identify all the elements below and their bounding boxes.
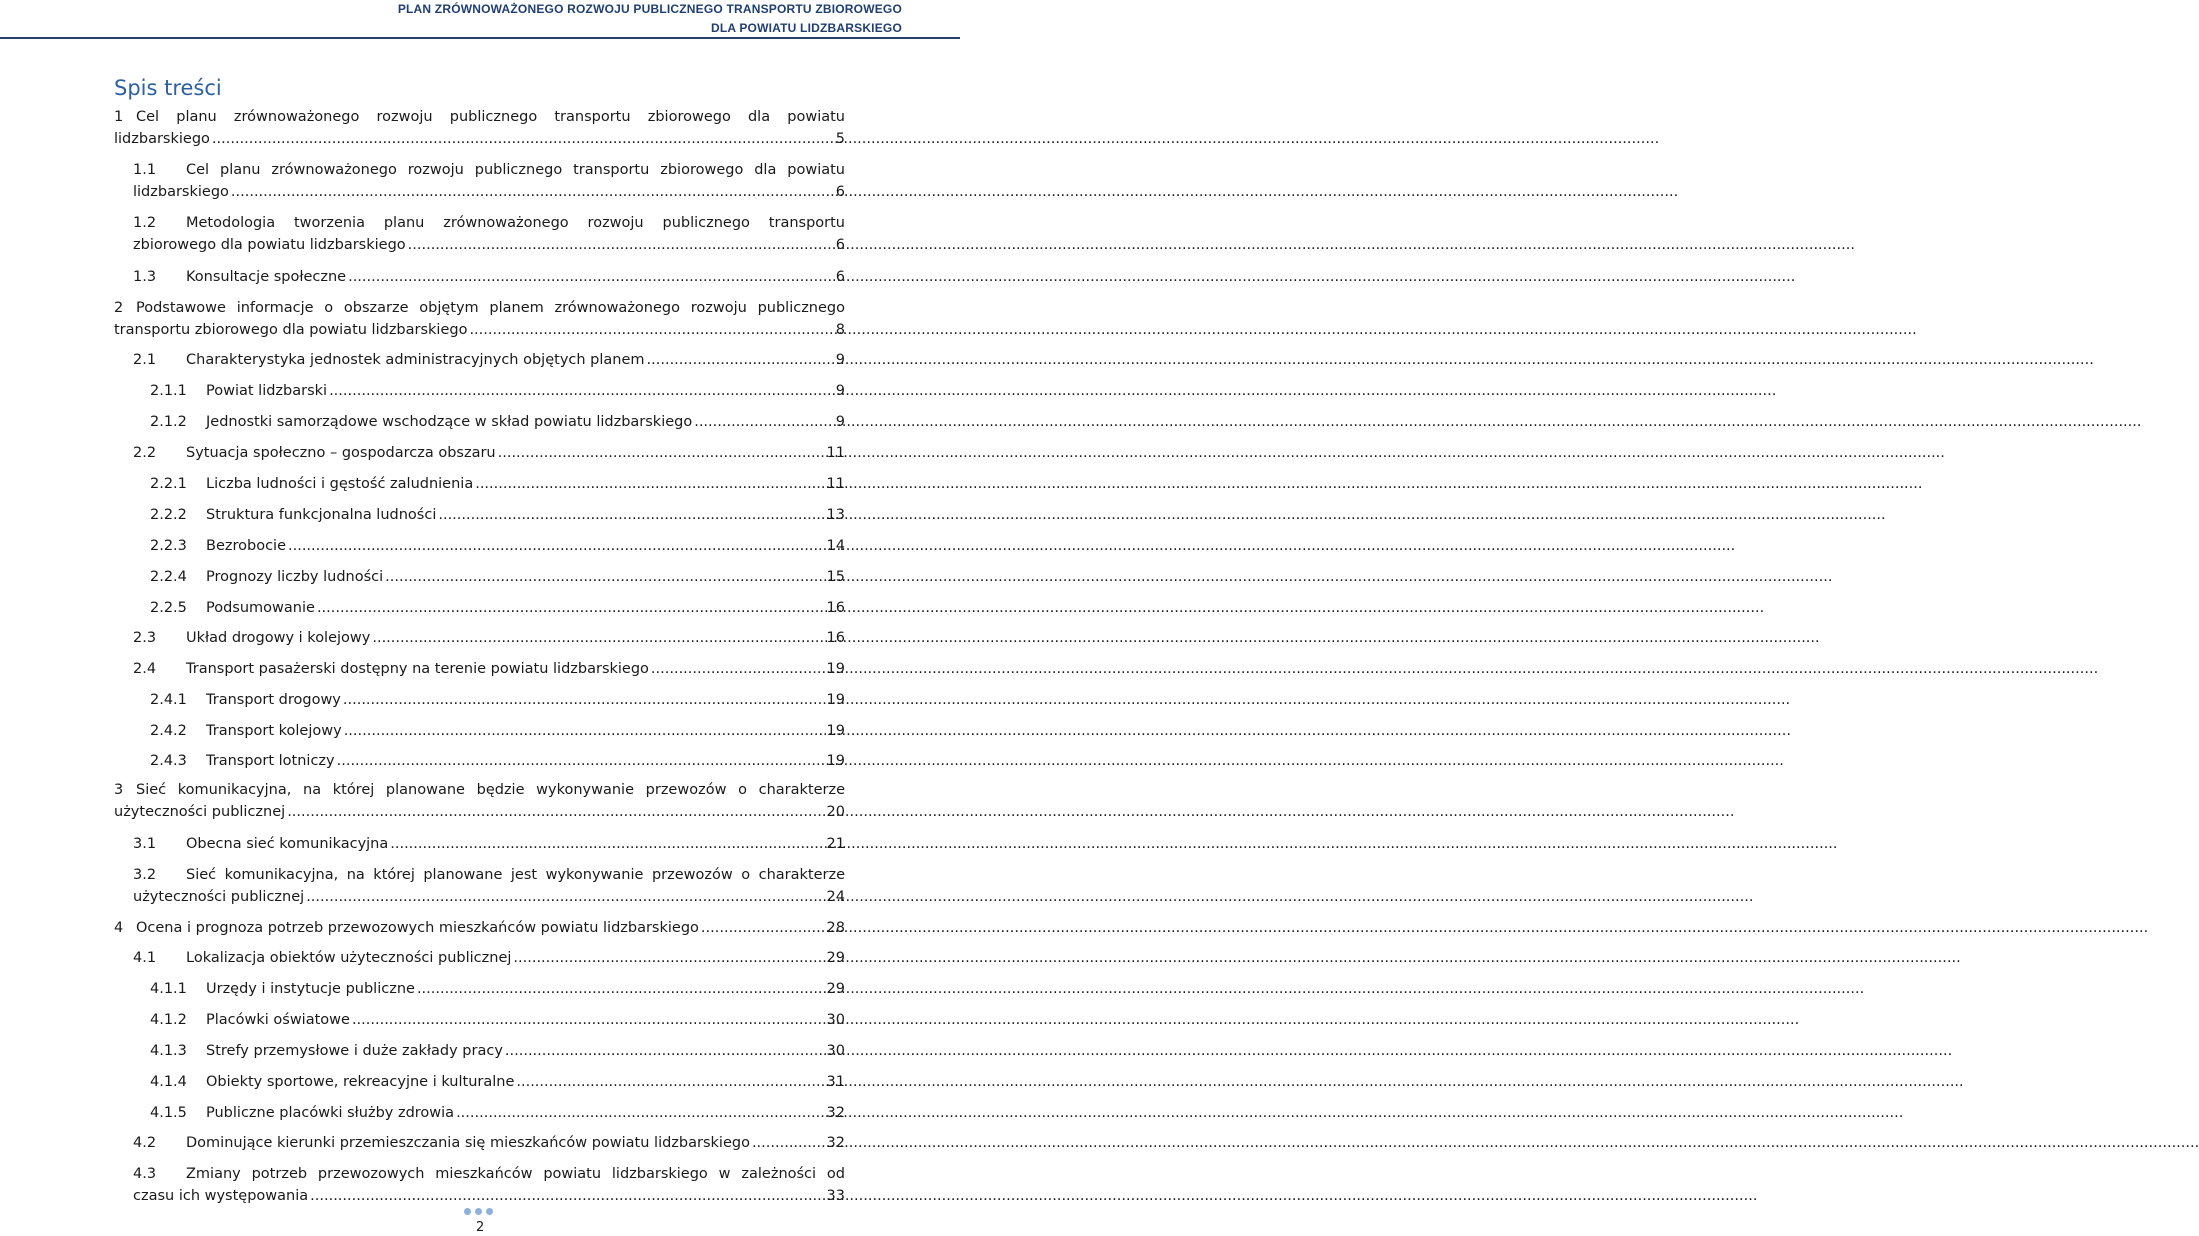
toc-entry-page: 19 — [826, 723, 845, 739]
dot-leader — [408, 234, 834, 256]
footer-dot — [464, 1208, 471, 1215]
toc-entry-title: czasu ich występowania — [133, 1188, 309, 1204]
toc-entry-number: 2.2.2 — [150, 507, 187, 523]
toc-entry-page: 11 — [826, 445, 845, 461]
toc-entry[interactable] — [133, 212, 845, 256]
toc-entry-page: 21 — [826, 836, 845, 852]
toc-entry-title: Strefy przemysłowe i duże zakłady pracy — [206, 1043, 503, 1059]
header-divider — [0, 37, 960, 39]
toc-entry-number: 2.2.3 — [150, 538, 187, 554]
toc-entry-title: Struktura funkcjonalna ludności — [206, 507, 437, 523]
toc-entry-title: Urzędy i instytucje publiczne — [206, 981, 415, 997]
toc-entry-page: 30 — [826, 1043, 845, 1059]
dot-leader — [390, 833, 824, 855]
toc-entry-page: 32 — [826, 1135, 845, 1151]
toc-entry-number: 2.2 — [133, 445, 157, 461]
toc-entry-title: Prognozy liczby ludności — [206, 569, 384, 585]
toc-entry-title: Transport kolejowy — [206, 723, 342, 739]
toc-title: Spis treści — [114, 76, 222, 100]
toc-entry[interactable] — [133, 627, 845, 649]
toc-entry-page: 9 — [835, 383, 845, 399]
toc-entry-page: 19 — [826, 661, 845, 677]
toc-entry[interactable] — [133, 1163, 845, 1207]
toc-entry-page: 33 — [826, 1188, 845, 1204]
toc-entry-title: Obiekty sportowe, rekreacyjne i kulturalne — [206, 1074, 515, 1090]
dot-leader — [288, 535, 825, 557]
dot-leader — [348, 266, 834, 288]
toc-entry-number: 4.2 — [133, 1135, 157, 1151]
toc-entry-page: 16 — [826, 630, 845, 646]
toc-entry[interactable] — [150, 720, 845, 742]
toc-entry-page: 6 — [835, 237, 845, 253]
toc-entry-first-line — [133, 1163, 845, 1185]
toc-entry-title: lidzbarskiego — [114, 131, 210, 147]
toc-entry-page: 6 — [835, 184, 845, 200]
toc-entry[interactable] — [150, 1071, 845, 1093]
toc-entry-number: 4.1.2 — [150, 1012, 187, 1028]
toc-entry-number: 2.2.5 — [150, 600, 187, 616]
toc-entry-number: 2.4 — [133, 661, 157, 677]
toc-entry[interactable] — [150, 411, 845, 433]
dot-leader — [310, 1185, 824, 1207]
toc-entry-number: 3 — [114, 782, 124, 798]
toc-entry-page: 28 — [826, 920, 845, 936]
toc-entry-number: 4.1.1 — [150, 981, 187, 997]
toc-entry-first-line — [133, 159, 845, 181]
toc-entry-page: 16 — [826, 600, 845, 616]
toc-entry[interactable] — [133, 947, 845, 969]
dot-leader — [701, 917, 825, 939]
footer-dot — [475, 1208, 482, 1215]
dot-leader — [469, 319, 833, 341]
dot-leader — [498, 442, 825, 464]
dot-leader — [505, 1040, 825, 1062]
toc-entry-title: Ocena i prognoza potrzeb przewozowych mieszkańców powiatu lidzbarskiego — [136, 920, 699, 936]
toc-entry[interactable] — [150, 473, 845, 495]
toc-entry-number: 4.1.3 — [150, 1043, 187, 1059]
toc-entry-number: 1.1 — [133, 162, 157, 178]
toc-entry-title-line1: Cel planu zrównoważonego rozwoju publicznego transportu zbiorowego dla powiatu — [186, 162, 845, 178]
toc-entry-number: 2 — [114, 300, 124, 316]
toc-entry-number: 4 — [114, 920, 124, 936]
toc-entry-page: 13 — [826, 507, 845, 523]
dot-leader — [337, 750, 825, 772]
toc-entry-number: 2.1.2 — [150, 414, 187, 430]
toc-entry[interactable] — [133, 442, 845, 464]
toc-entry-first-line — [133, 864, 845, 886]
toc-entry-title: lidzbarskiego — [133, 184, 229, 200]
toc-entry-title: Transport drogowy — [206, 692, 341, 708]
toc-entry-first-line — [114, 779, 845, 801]
toc-entry[interactable] — [133, 1132, 845, 1154]
toc-entry-page: 32 — [826, 1105, 845, 1121]
dot-leader — [516, 1071, 824, 1093]
toc-entry[interactable] — [133, 266, 845, 288]
toc-entry-number: 4.1.5 — [150, 1105, 187, 1121]
toc-entry-page: 15 — [826, 569, 845, 585]
toc-entry-title: Konsultacje społeczne — [186, 269, 347, 285]
toc-entry-title: Transport lotniczy — [206, 753, 335, 769]
dot-leader — [385, 566, 824, 588]
toc-entry-title: Układ drogowy i kolejowy — [186, 630, 371, 646]
toc-entry-number: 3.2 — [133, 867, 157, 883]
toc-entry-page: 30 — [826, 1012, 845, 1028]
toc-entry-title: Jednostki samorządowe wschodzące w skład powiatu lidzbarskiego — [206, 414, 693, 430]
toc-entry-title: zbiorowego dla powiatu lidzbarskiego — [133, 237, 406, 253]
toc-entry[interactable] — [150, 504, 845, 526]
dot-leader — [647, 349, 834, 371]
toc-entry-title: użyteczności publicznej — [114, 804, 286, 820]
toc-entry-number: 4.3 — [133, 1166, 157, 1182]
toc-entry-number: 4.1.4 — [150, 1074, 187, 1090]
toc-entry[interactable] — [150, 1009, 845, 1031]
toc-entry-number: 2.4.1 — [150, 692, 187, 708]
footer-decoration — [464, 1208, 493, 1215]
toc-entry-title: Obecna sieć komunikacyjna — [186, 836, 389, 852]
toc-entry[interactable] — [150, 750, 845, 772]
toc-entry-page: 14 — [826, 538, 845, 554]
toc-entry-title: Transport pasażerski dostępny na terenie powiatu lidzbarskiego — [186, 661, 649, 677]
toc-entry-first-line — [114, 106, 845, 128]
toc-entry-page: 11 — [826, 476, 845, 492]
toc-entry-page: 19 — [826, 692, 845, 708]
dot-leader — [306, 886, 824, 908]
page-number: 2 — [476, 1220, 485, 1235]
toc-entry[interactable] — [150, 1102, 845, 1124]
toc-entry-page: 5 — [835, 131, 845, 147]
dot-leader — [513, 947, 824, 969]
header-title-line1: PLAN ZRÓWNOWAŻONEGO ROZWOJU PUBLICZNEGO TRANSPORTU ZBIOROWEGO — [397, 2, 902, 16]
toc-entry-title-line1: Sieć komunikacyjna, na której planowane jest wykonywanie przewozów o charakterze — [186, 867, 845, 883]
toc-entry[interactable] — [150, 978, 845, 1000]
toc-entry-title: Sytuacja społeczno – gospodarcza obszaru — [186, 445, 496, 461]
toc-entry-number: 1.3 — [133, 269, 157, 285]
toc-entry-title: użyteczności publicznej — [133, 889, 305, 905]
toc-entry-first-line — [133, 212, 845, 234]
header-title-line2: DLA POWIATU LIDZBARSKIEGO — [711, 21, 902, 35]
toc-entry-page: 8 — [835, 322, 845, 338]
toc-entry-title-line1: Podstawowe informacje o obszarze objętym planem zrównoważonego rozwoju publicznego — [136, 300, 845, 316]
dot-leader — [231, 181, 834, 203]
toc-entry-page: 9 — [835, 414, 845, 430]
toc-entry[interactable] — [133, 658, 845, 680]
dot-leader — [317, 597, 825, 619]
toc-entry-title-line1: Metodologia tworzenia planu zrównoważonego rozwoju publicznego transportu — [186, 215, 845, 231]
toc-entry[interactable] — [133, 864, 845, 908]
toc-entry-title: Publiczne placówki służby zdrowia — [206, 1105, 455, 1121]
dot-leader — [372, 627, 824, 649]
toc-entry-title: Liczba ludności i gęstość zaludnienia — [206, 476, 474, 492]
toc-entry-number: 1.2 — [133, 215, 157, 231]
dot-leader — [352, 1009, 825, 1031]
toc-entry[interactable] — [150, 689, 845, 711]
toc-entry-page: 19 — [826, 753, 845, 769]
toc-entry-page: 6 — [835, 269, 845, 285]
toc-entry-title: Powiat lidzbarski — [206, 383, 328, 399]
dot-leader — [417, 978, 825, 1000]
toc-entry[interactable] — [150, 1040, 845, 1062]
toc-entry[interactable] — [150, 597, 845, 619]
dot-leader — [456, 1102, 824, 1124]
toc-entry[interactable] — [150, 535, 845, 557]
toc-entry-number: 2.2.1 — [150, 476, 187, 492]
toc-entry-title: Dominujące kierunki przemieszczania się mieszkańców powiatu lidzbarskiego — [186, 1135, 750, 1151]
dot-leader — [212, 128, 834, 150]
toc-entry-number: 2.4.2 — [150, 723, 187, 739]
toc-entry[interactable] — [114, 779, 845, 823]
dot-leader — [694, 411, 834, 433]
toc-entry-title: Lokalizacja obiektów użyteczności publicznej — [186, 950, 512, 966]
toc-entry-title-line1: Cel planu zrównoważonego rozwoju publicznego transportu zbiorowego dla powiatu — [136, 109, 845, 125]
toc-entry-title: Charakterystyka jednostek administracyjnych objętych planem — [186, 352, 645, 368]
toc-entry-number: 2.1.1 — [150, 383, 187, 399]
toc-entry-title-line1: Zmiany potrzeb przewozowych mieszkańców powiatu lidzbarskiego w zależności od — [186, 1166, 845, 1182]
dot-leader — [343, 689, 825, 711]
toc-entry[interactable] — [133, 349, 845, 371]
toc-entry-number: 2.2.4 — [150, 569, 187, 585]
dot-leader — [287, 801, 824, 823]
dot-leader — [752, 1132, 825, 1154]
toc-entry[interactable] — [133, 833, 845, 855]
toc-entry-number: 2.3 — [133, 630, 157, 646]
toc-entry-title: Bezrobocie — [206, 538, 286, 554]
dot-leader — [438, 504, 824, 526]
toc-entry[interactable] — [114, 297, 845, 341]
toc-entry[interactable] — [114, 917, 845, 939]
toc-entry-page: 9 — [835, 352, 845, 368]
toc-entry-title: transportu zbiorowego dla powiatu lidzbarskiego — [114, 322, 468, 338]
dot-leader — [475, 473, 824, 495]
toc-entry-title: Podsumowanie — [206, 600, 315, 616]
dot-leader — [651, 658, 825, 680]
toc-entry-title: Placówki oświatowe — [206, 1012, 350, 1028]
toc-entry-number: 2.4.3 — [150, 753, 187, 769]
toc-entry[interactable] — [133, 159, 845, 203]
footer-dot — [486, 1208, 493, 1215]
toc-entry-page: 24 — [826, 889, 845, 905]
toc-entry-number: 3.1 — [133, 836, 157, 852]
toc-entry[interactable] — [114, 106, 845, 150]
toc-entry-number: 1 — [114, 109, 124, 125]
dot-leader — [344, 720, 825, 742]
toc-entry-page: 20 — [826, 804, 845, 820]
toc-entry-number: 4.1 — [133, 950, 157, 966]
dot-leader — [329, 380, 834, 402]
toc-entry-page: 29 — [826, 950, 845, 966]
toc-entry[interactable] — [150, 566, 845, 588]
toc-entry[interactable] — [150, 380, 845, 402]
toc-entry-number: 2.1 — [133, 352, 157, 368]
toc-entry-title-line1: Sieć komunikacyjna, na której planowane będzie wykonywanie przewozów o charakterze — [136, 782, 845, 798]
toc-entry-first-line — [114, 297, 845, 319]
toc-entry-page: 31 — [826, 1074, 845, 1090]
toc-entry-page: 29 — [826, 981, 845, 997]
